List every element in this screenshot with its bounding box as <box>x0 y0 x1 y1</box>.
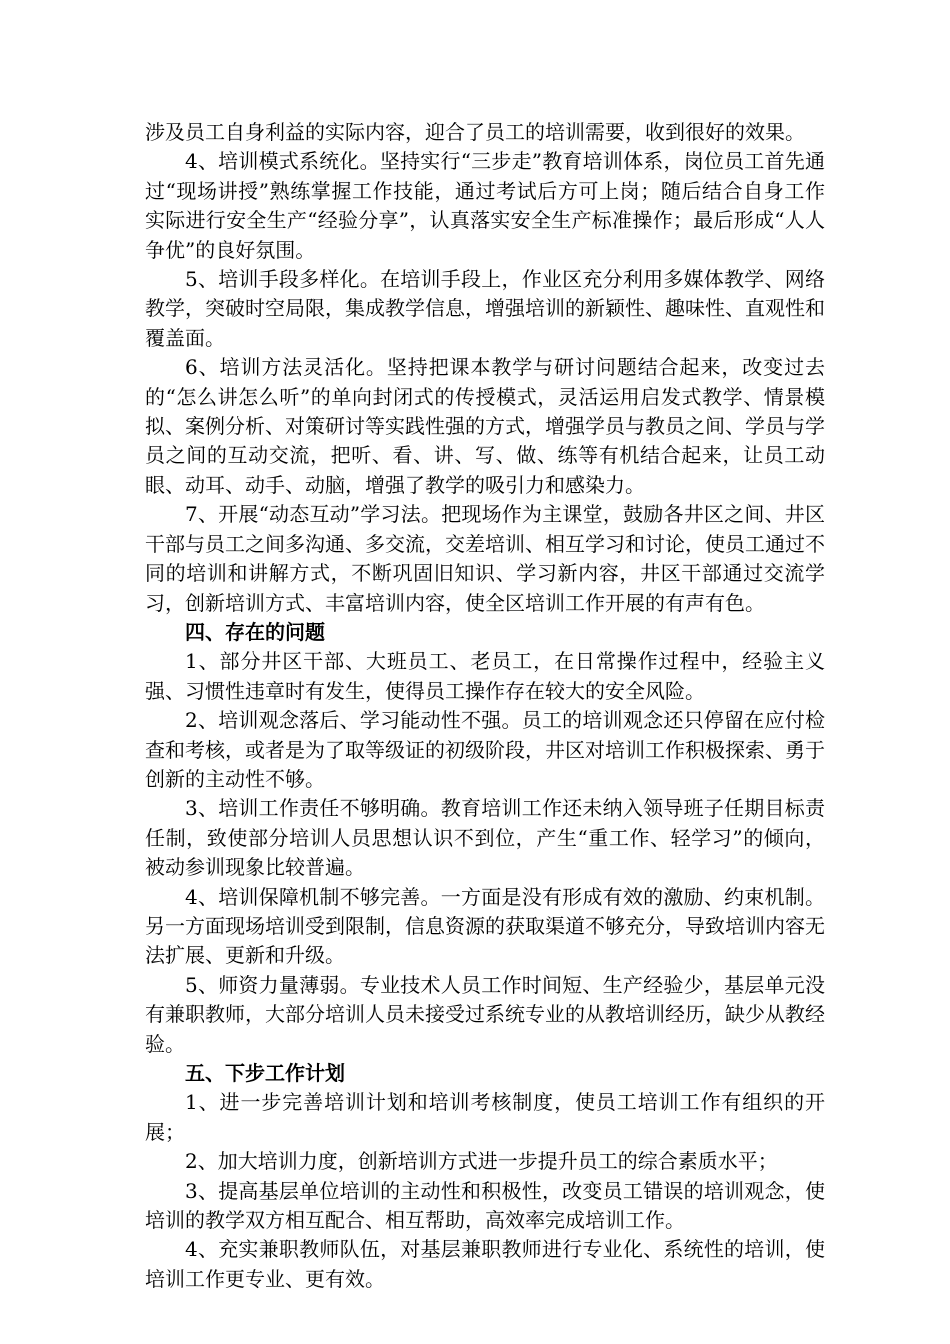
document-body <box>145 118 825 1294</box>
paragraph-problem-3: 3、培训工作责任不够明确。教育培训工作还未纳入领导班子任期目标责任制，致使部分培训人员思想认识不到位，产生“重工作、轻学习”的倾向，被动参训现象比较普遍。 <box>145 796 825 880</box>
paragraph-problem-1: 1、部分井区干部、大班员工、老员工，在日常操作过程中，经验主义强、习惯性违章时有发生，使得员工操作存在较大的安全风险。 <box>145 649 825 703</box>
paragraph-continuation: 涉及员工自身利益的实际内容，迎合了员工的培训需要，收到很好的效果。 <box>145 120 805 144</box>
paragraph-problem-5: 5、师资力量薄弱。专业技术人员工作时间短、生产经验少，基层单元没有兼职教师，大部分培训人员未接受过系统专业的从教培训经历，缺少从教经验。 <box>145 972 825 1056</box>
section-heading-problems: 四、存在的问题 <box>185 619 325 644</box>
paragraph-training-methods: 6、培训方法灵活化。坚持把课本教学与研讨问题结合起来，改变过去的“怎么讲怎么听”的单向封闭式的传授模式，灵活运用启发式教学、情景模拟、案例分析、对策研讨等实践性强的方式，增强学员与教员之间、学员与学员之间的互动交流，把听、看、讲、写、做、练等有机结合起来，让员工动眼、动耳、动手、动脑，增强了教学的吸引力和感染力。 <box>145 355 825 497</box>
section-heading-next-plan: 五、下步工作计划 <box>185 1061 345 1085</box>
paragraph-problem-4: 4、培训保障机制不够完善。一方面是没有形成有效的激励、约束机制。另一方面现场培训受到限制，信息资源的获取渠道不够充分，导致培训内容无法扩展、更新和升级。 <box>145 884 825 968</box>
paragraph-training-means: 5、培训手段多样化。在培训手段上，作业区充分利用多媒体教学、网络教学，突破时空局限，集成教学信息，增强培训的新颖性、趣味性、直观性和覆盖面。 <box>145 267 825 350</box>
paragraph-dynamic-interaction: 7、开展“动态互动”学习法。把现场作为主课堂，鼓励各井区之间、井区干部与员工之间多沟通、多交流，交差培训、相互学习和讨论，使员工通过不同的培训和讲解方式，不断巩固旧知识、学习新内容，井区干部通过交流学习，创新培训方式、丰富培训内容，使全区培训工作开展的有声有色。 <box>145 502 825 615</box>
paragraph-training-mode: 4、培训模式系统化。坚持实行“三步走”教育培训体系，岗位员工首先通过“现场讲授”熟练掌握工作技能，通过考试后方可上岗；随后结合自身工作实际进行安全生产“经验分享”，认真落实安全生产标准操作；最后形成“人人争优”的良好氛围。 <box>145 149 825 262</box>
paragraph-plan-1: 1、进一步完善培训计划和培训考核制度，使员工培训工作有组织的开展； <box>145 1090 825 1144</box>
paragraph-problem-2: 2、培训观念落后、学习能动性不强。员工的培训观念还只停留在应付检查和考核，或者是为了取等级证的初级阶段，井区对培训工作积极探索、勇于创新的主动性不够。 <box>145 708 825 791</box>
paragraph-plan-4: 4、充实兼职教师队伍，对基层兼职教师进行专业化、系统性的培训，使培训工作更专业、更有效。 <box>145 1237 825 1291</box>
paragraph-plan-2: 2、加大培训力度，创新培训方式进一步提升员工的综合素质水平； <box>185 1149 778 1174</box>
paragraph-plan-3: 3、提高基层单位培训的主动性和积极性，改变员工错误的培训观念，使培训的教学双方相互配合、相互帮助，高效率完成培训工作。 <box>145 1178 825 1233</box>
